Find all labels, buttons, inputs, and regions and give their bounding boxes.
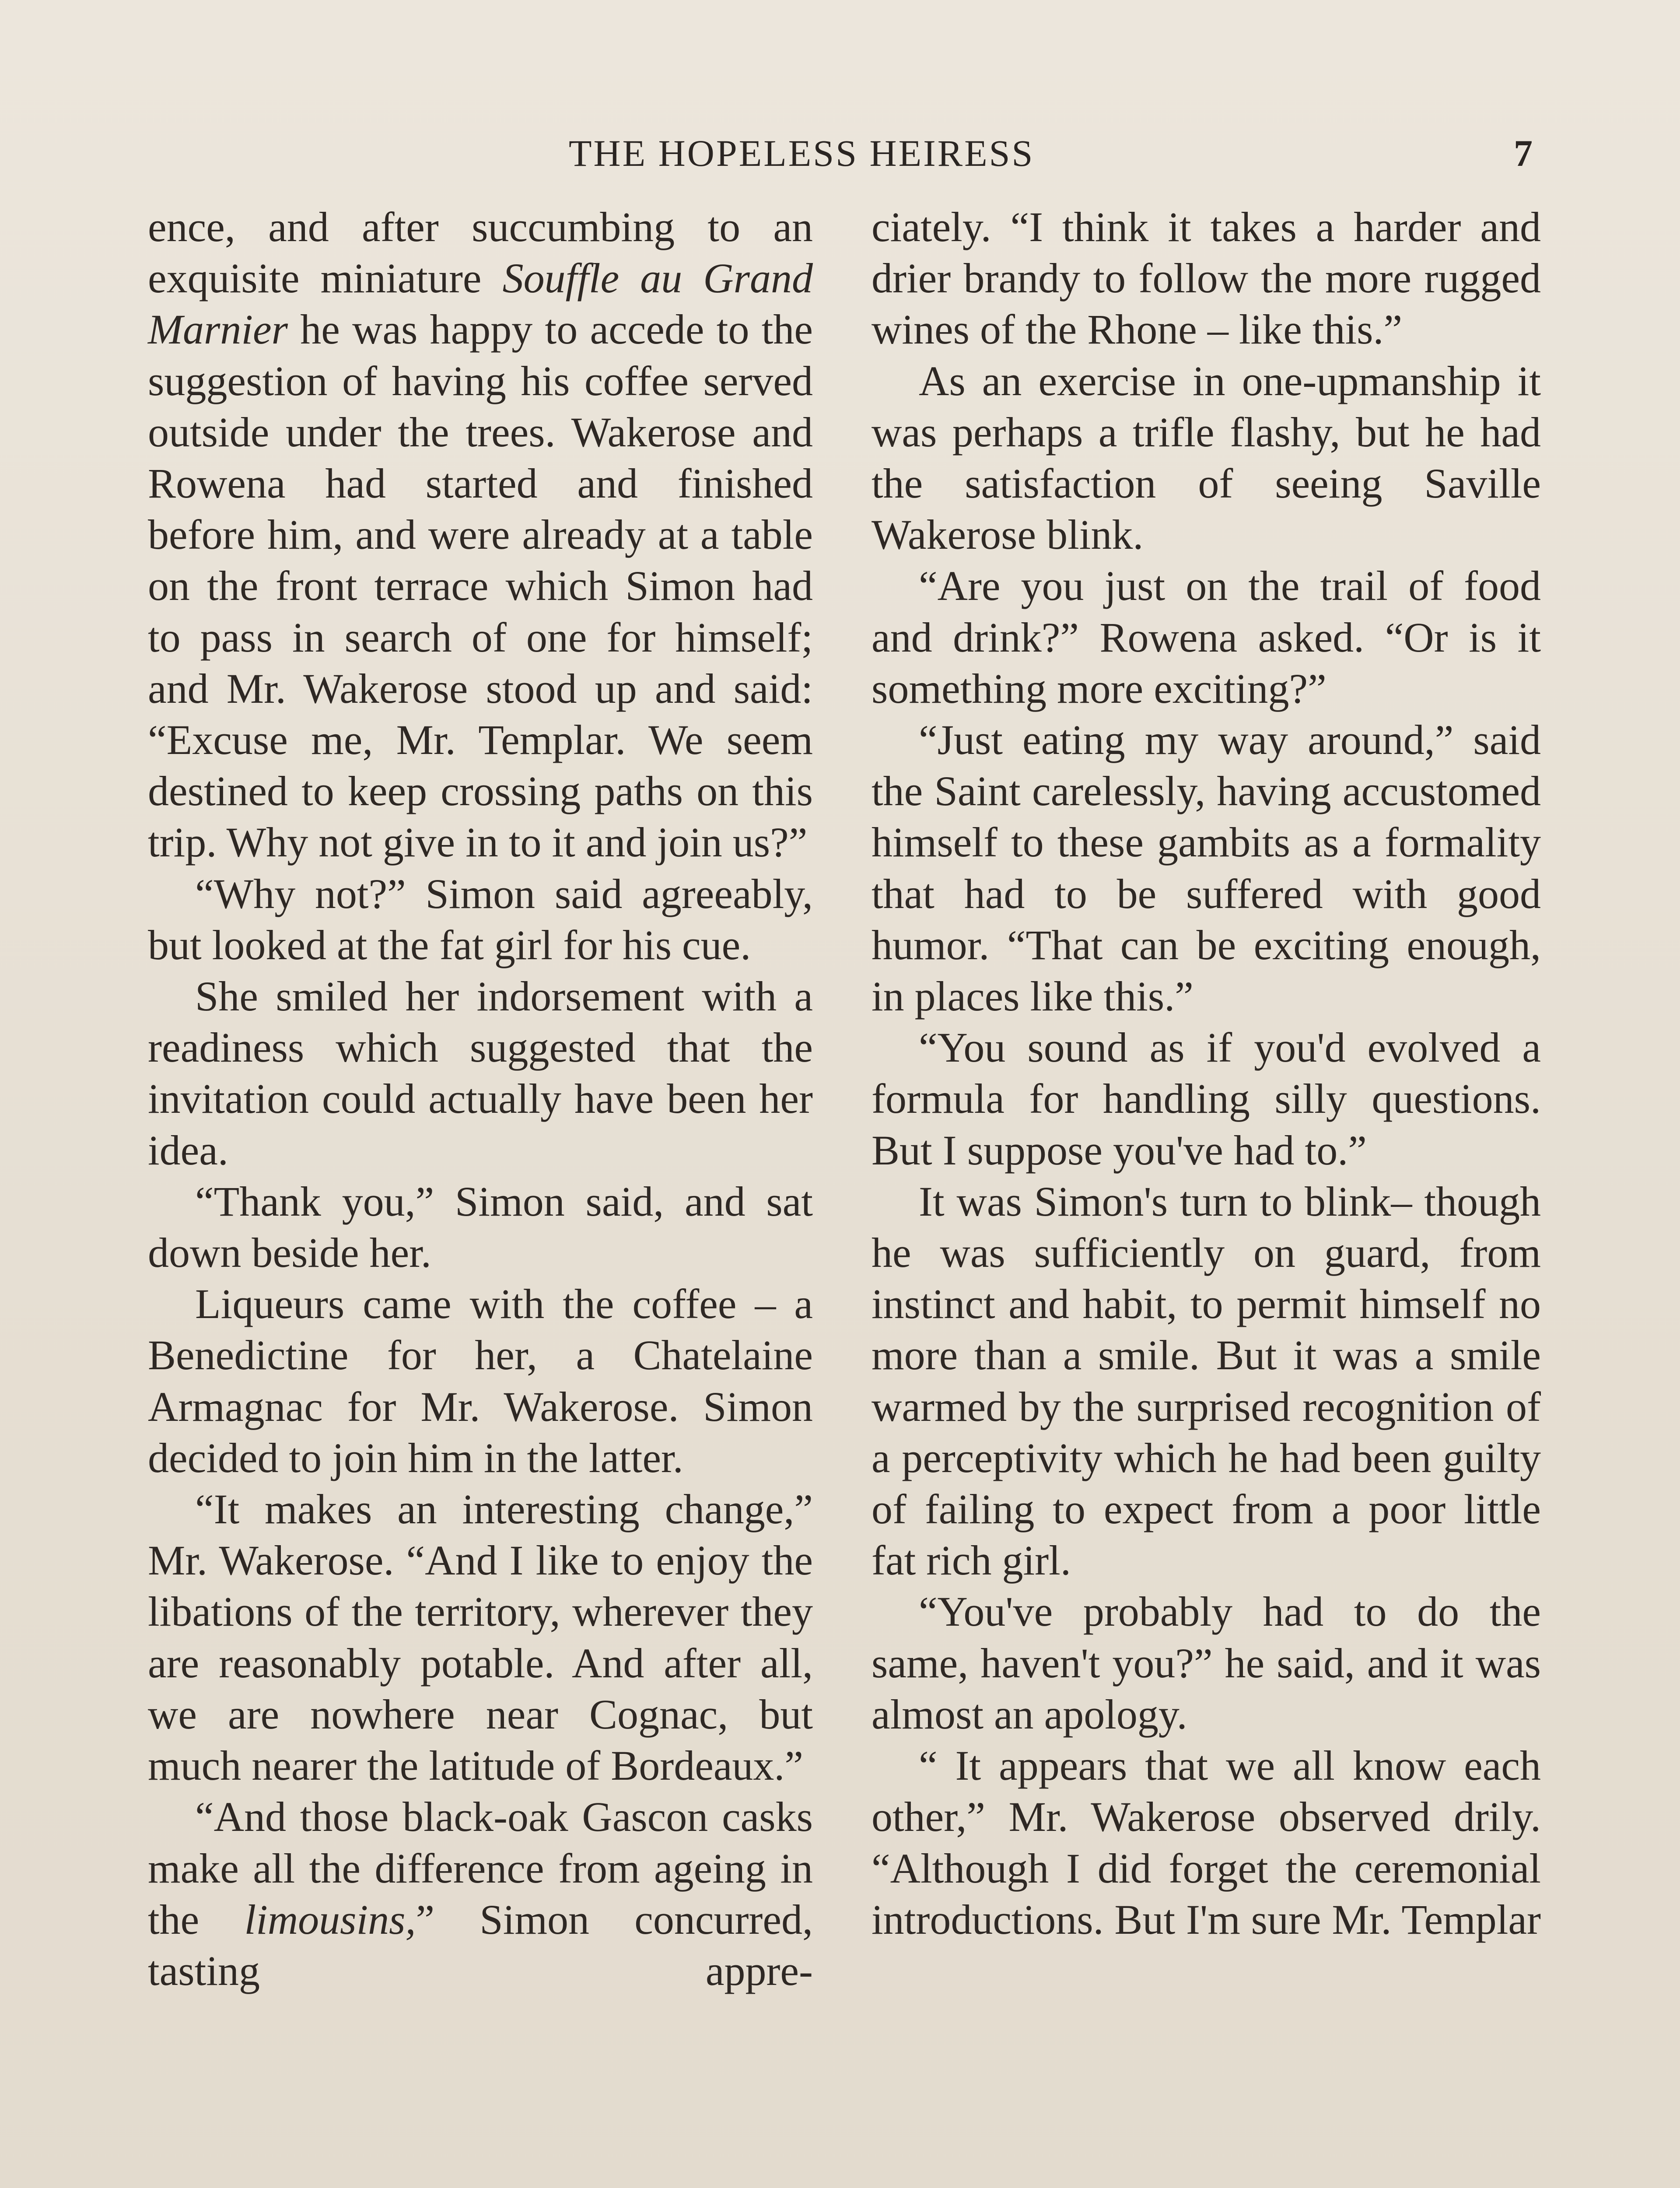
paragraph-text: “And those black-oak Gascon casks make all the difference from ageing in the bbox=[148, 1793, 813, 1943]
paragraph bbox=[148, 201, 813, 868]
paragraph-text: ence, and after succumbing to an exquisite miniature bbox=[148, 203, 813, 302]
paragraph: ciately. “I think it takes a harder and drier brandy to follow the more rugged wines of the Rhone – like this.” bbox=[872, 203, 1541, 353]
italic-term: limousins, bbox=[244, 1896, 416, 1943]
page-number: 7 bbox=[1514, 132, 1533, 174]
paragraph: “Thank you,” Simon said, and sat down beside her. bbox=[148, 1178, 813, 1276]
running-head-title: THE HOPELESS HEIRESS bbox=[569, 132, 1035, 174]
paragraph bbox=[148, 1791, 813, 1996]
paragraph: “It makes an interesting change,” Mr. Wakerose. “And I like to enjoy the libations of the territory, wherever they are reasonably potable. And after all, we are nowhere near Cognac, but much nearer the latitude of Bordeaux.” bbox=[148, 1486, 813, 1789]
paragraph: “You've probably had to do the same, haven't you?” he said, and it was almost an apology. bbox=[872, 1588, 1541, 1738]
paragraph-text: he was happy to accede to the suggestion of having his coffee served outside under the trees. Wakerose and Rowena had started and finished before him, and were already at a table on the front terrace which Simon had to pass in search of one for himself; and Mr. Wakerose stood up and said: “Excuse me, Mr. Templar. We seem destined to keep crossing paths on this trip. Why not give in to it and join us?” bbox=[148, 306, 813, 866]
paragraph: It was Simon's turn to blink– though he was sufficiently on guard, from instinct and habit, to permit himself no more than a smile. But it was a smile warmed by the surprised recognition of a perceptivity which he had been guilty of failing to expect from a poor little fat rich girl. bbox=[872, 1178, 1541, 1584]
paragraph: “ It appears that we all know each other,” Mr. Wakerose observed drily. “Although I did forget the ceremonial introductions. But I'm sure Mr. Templar bbox=[872, 1742, 1541, 1943]
paragraph: She smiled her indorsement with a readiness which suggested that the invitation could actually have been her idea. bbox=[148, 973, 813, 1174]
paragraph: Liqueurs came with the coffee – a Benedictine for her, a Chatelaine Armagnac for Mr. Wakerose. Simon decided to join him in the latter. bbox=[148, 1280, 813, 1481]
paragraph-text: ” Simon concurred, tasting appre- bbox=[148, 1896, 813, 1994]
paragraph: “You sound as if you'd evolved a formula for handling silly questions. But I suppose you've had to.” bbox=[872, 1024, 1541, 1174]
text-column-left bbox=[148, 201, 813, 1996]
paragraph: “Are you just on the trail of food and drink?” Rowena asked. “Or is it something more exciting?” bbox=[872, 562, 1541, 712]
paragraph: “Why not?” Simon said agreeably, but looked at the fat girl for his cue. bbox=[148, 870, 813, 968]
text-column-right bbox=[872, 201, 1541, 1945]
paragraph: “Just eating my way around,” said the Saint carelessly, having accustomed himself to these gambits as a formality that had to be suffered with good humor. “That can be exciting enough, in places like this.” bbox=[872, 716, 1541, 1020]
italic-dish-name: Souffle au Grand Marnier bbox=[148, 255, 813, 353]
paragraph: As an exercise in one-upmanship it was perhaps a trifle flashy, but he had the satisfaction of seeing Saville Wakerose blink. bbox=[872, 357, 1541, 558]
